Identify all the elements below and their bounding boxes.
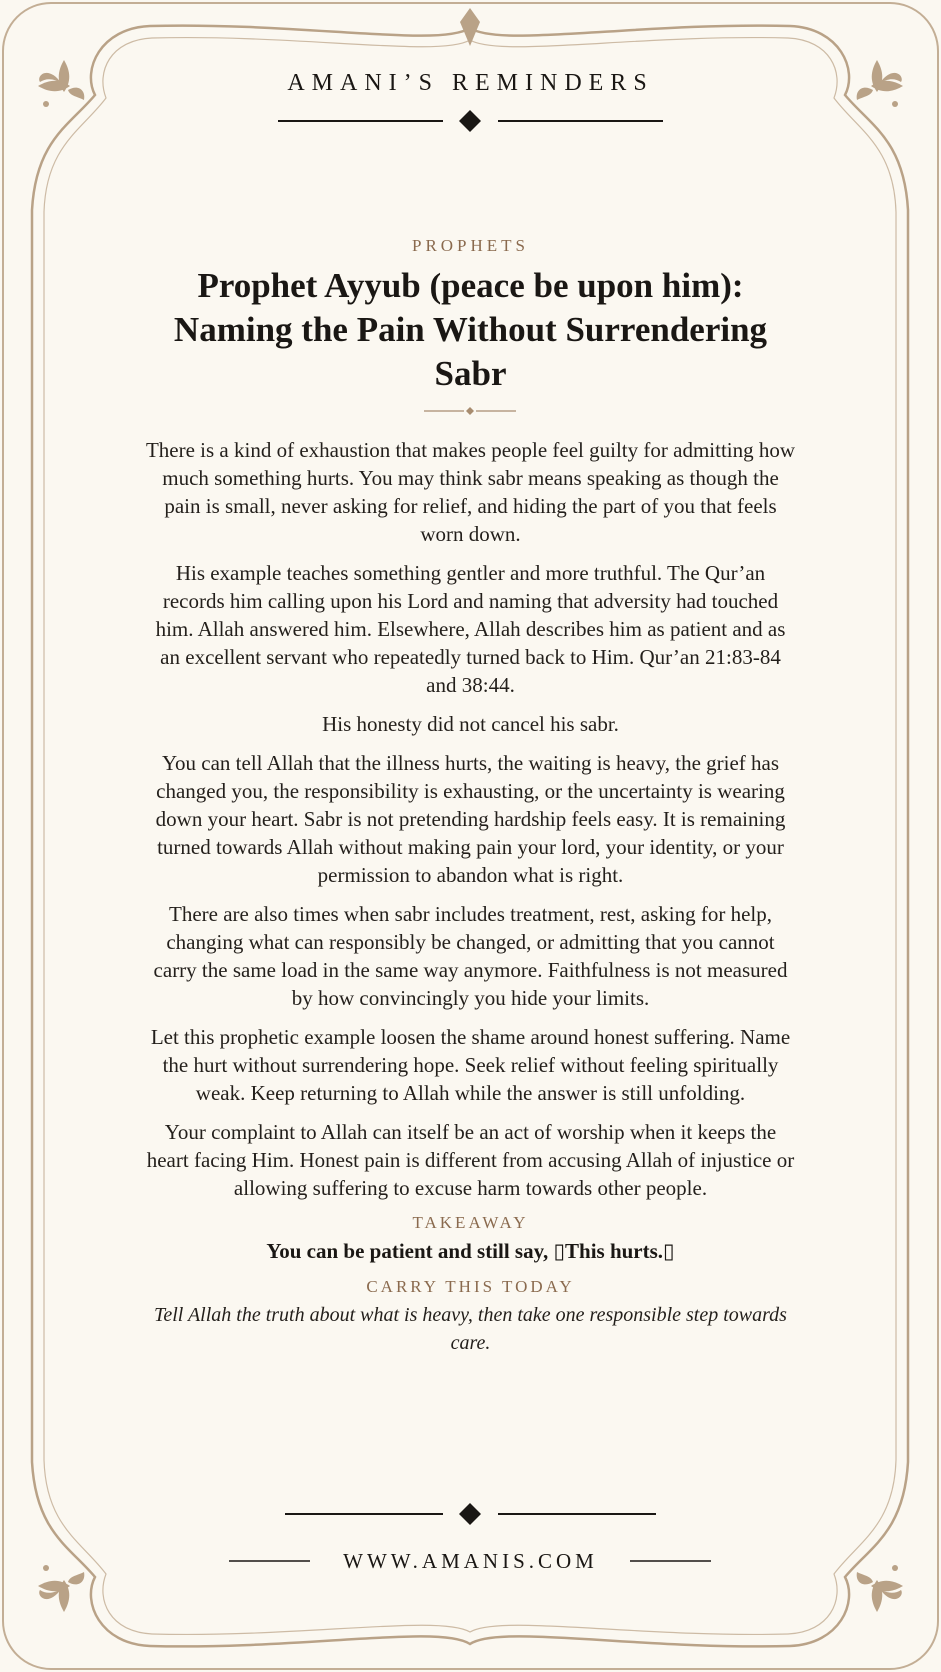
brand-title: AMANI’S REMINDERS	[287, 70, 654, 96]
paragraph: Your complaint to Allah can itself be an act of worship when it keeps the heart facing Him. Honest pain is different from accusing Allah of injustice or allowing suffering to excuse harm towards other people.	[146, 1120, 795, 1200]
paragraph: You can tell Allah that the illness hurts, the waiting is heavy, the grief has changed you, the responsibility is exhausting, or the uncertainty is wearing down your heart. Sabr is not pretending hardship feels easy. It is remaining turned towards Allah without making pain your lord, your identity, or your permission to abandon what is right.	[155, 751, 786, 887]
paragraph: Let this prophetic example loosen the shame around honest suffering. Name the hurt without surrendering hope. Seek relief without feeling spiritually weak. Keep returning to Allah while the answer is still unfolding.	[150, 1025, 791, 1105]
paragraph: His honesty did not cancel his sabr.	[322, 712, 619, 736]
carry-text: Tell Allah the truth about what is heavy, then take one responsible step towards care.	[154, 1304, 787, 1354]
paragraph: There are also times when sabr includes treatment, rest, asking for help, changing what can responsibly be changed, or admitting that you cannot carry the same load in the same way anymore. Faithfulness is not measured by how convincingly you hide your limits.	[153, 902, 788, 1010]
takeaway-label: TAKEAWAY	[412, 1213, 529, 1232]
title-divider	[145, 406, 796, 428]
paragraph: There is a kind of exhaustion that makes people feel guilty for admitting how much something hurts. You may think sabr means speaking as though the pain is small, never asking for relief, and hiding the part of you that feels worn down.	[145, 438, 796, 546]
article	[145, 236, 796, 1357]
paragraph: His example teaches something gentler and more truthful. The Qur’an records him calling upon his Lord and naming that adversity had touched him. Allah answered him. Elsewhere, Allah describes him as patient and as an excellent servant who repeatedly turned back to Him. Qur’an 21:83-84 and 38:44.	[155, 561, 786, 697]
category-label: PROPHETS	[411, 236, 530, 255]
carry-label: CARRY THIS TODAY	[366, 1277, 575, 1296]
article-body	[145, 436, 796, 1202]
takeaway-text: You can be patient and still say, ▯This hurts.▯	[266, 1239, 675, 1263]
article-title: Prophet Ayyub (peace be upon him): Naming the Pain Without Surrendering Sabr	[173, 266, 768, 393]
website-url: WWW.AMANIS.COM	[343, 1549, 598, 1573]
